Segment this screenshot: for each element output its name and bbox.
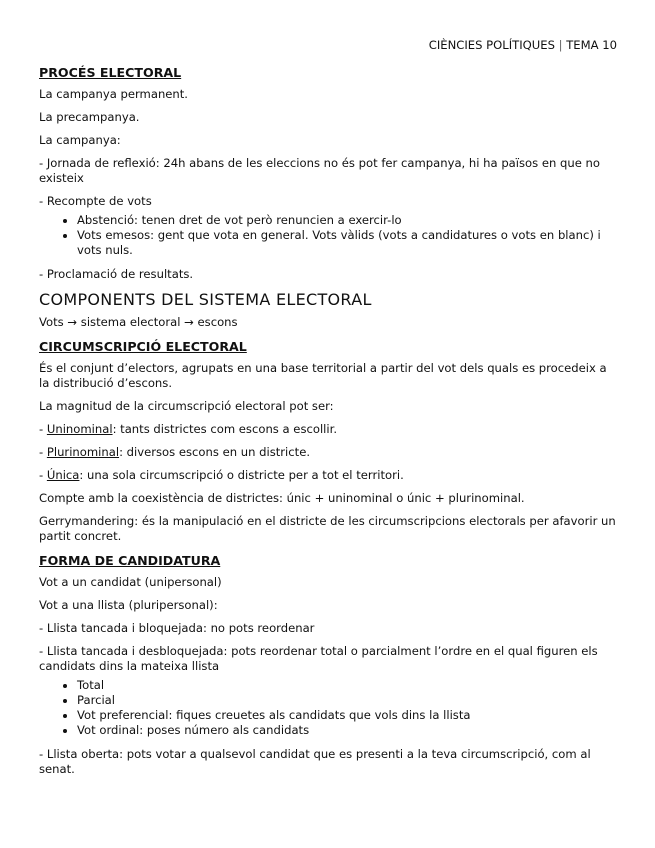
item-text: : una sola circumscripció o districte per a tot el territori. xyxy=(79,468,404,482)
paragraph-unica xyxy=(39,468,617,483)
term-unica: Única xyxy=(46,468,80,482)
paragraph: Compte amb la coexistència de districtes: únic + uninominal o únic + plurinominal. xyxy=(39,491,525,505)
header-subject: CIÈNCIES POLÍTIQUES xyxy=(428,38,555,52)
paragraph: - Llista tancada i desbloquejada: pots reordenar total o parcialment l’ordre en el qual figuren els candidats dins la mateixa llista xyxy=(39,644,598,673)
heading-circumscripcio: CIRCUMSCRIPCIÓ ELECTORAL xyxy=(39,339,247,354)
heading-forma-candidatura: FORMA DE CANDIDATURA xyxy=(39,553,221,568)
paragraph: - Jornada de reflexió: 24h abans de les eleccions no és pot fer campanya, hi ha països en que no existeix xyxy=(39,156,601,185)
item-prefix: - xyxy=(39,422,47,436)
list-item: • Vots emesos: gent que vota en general. Vots vàlids (vots a candidatures o vots en blanc) i vots nuls. xyxy=(77,228,617,258)
paragraph: Vots → sistema electoral → escons xyxy=(39,315,238,329)
document-body xyxy=(39,64,617,785)
paragraph: La campanya permanent. xyxy=(39,87,188,101)
item-prefix: - xyxy=(39,445,47,459)
paragraph: Vot a un candidat (unipersonal) xyxy=(39,575,222,589)
term-plurinominal: Plurinominal xyxy=(46,445,120,459)
item-text: : tants districtes com escons a escollir. xyxy=(112,422,337,436)
header-separator: | xyxy=(558,38,563,52)
bullet-list-desbloquejada xyxy=(39,678,617,738)
paragraph: La campanya: xyxy=(39,133,121,147)
paragraph: La precampanya. xyxy=(39,110,140,124)
paragraph: - Recompte de vots xyxy=(39,194,152,208)
item-text: : diversos escons en un districte. xyxy=(119,445,311,459)
paragraph: És el conjunt d’electors, agrupats en una base territorial a partir del vot dels quals es procedeix a la distribució d’escons. xyxy=(39,361,607,390)
paragraph: La magnitud de la circumscripció electoral pot ser: xyxy=(39,399,334,413)
paragraph-uninominal xyxy=(39,422,617,437)
list-item: • Vot preferencial: fiques creuetes als candidats que vols dins la llista xyxy=(77,708,617,723)
list-item: • Abstenció: tenen dret de vot però renuncien a exercir-lo xyxy=(77,213,617,228)
paragraph: Vot a una llista (pluripersonal): xyxy=(39,598,218,612)
item-prefix: - xyxy=(39,468,47,482)
list-item: • Total xyxy=(77,678,617,693)
paragraph-plurinominal xyxy=(39,445,617,460)
page-header xyxy=(429,38,617,53)
paragraph: - Llista tancada i bloquejada: no pots reordenar xyxy=(39,621,315,635)
list-item: • Parcial xyxy=(77,693,617,708)
header-topic: TEMA 10 xyxy=(566,38,617,52)
heading-proces-electoral: PROCÉS ELECTORAL xyxy=(39,65,182,80)
heading-components: COMPONENTS DEL SISTEMA ELECTORAL xyxy=(39,290,372,309)
term-uninominal: Uninominal xyxy=(46,422,113,436)
paragraph: - Proclamació de resultats. xyxy=(39,267,194,281)
paragraph: Gerrymandering: és la manipulació en el districte de les circumscripcions electorals per afavorir un partit concret. xyxy=(39,514,616,543)
bullet-list-recompte xyxy=(39,213,617,258)
list-item: • Vot ordinal: poses número als candidats xyxy=(77,723,617,738)
paragraph: - Llista oberta: pots votar a qualsevol candidat que es presenti a la teva circumscripció, com al senat. xyxy=(39,747,591,776)
